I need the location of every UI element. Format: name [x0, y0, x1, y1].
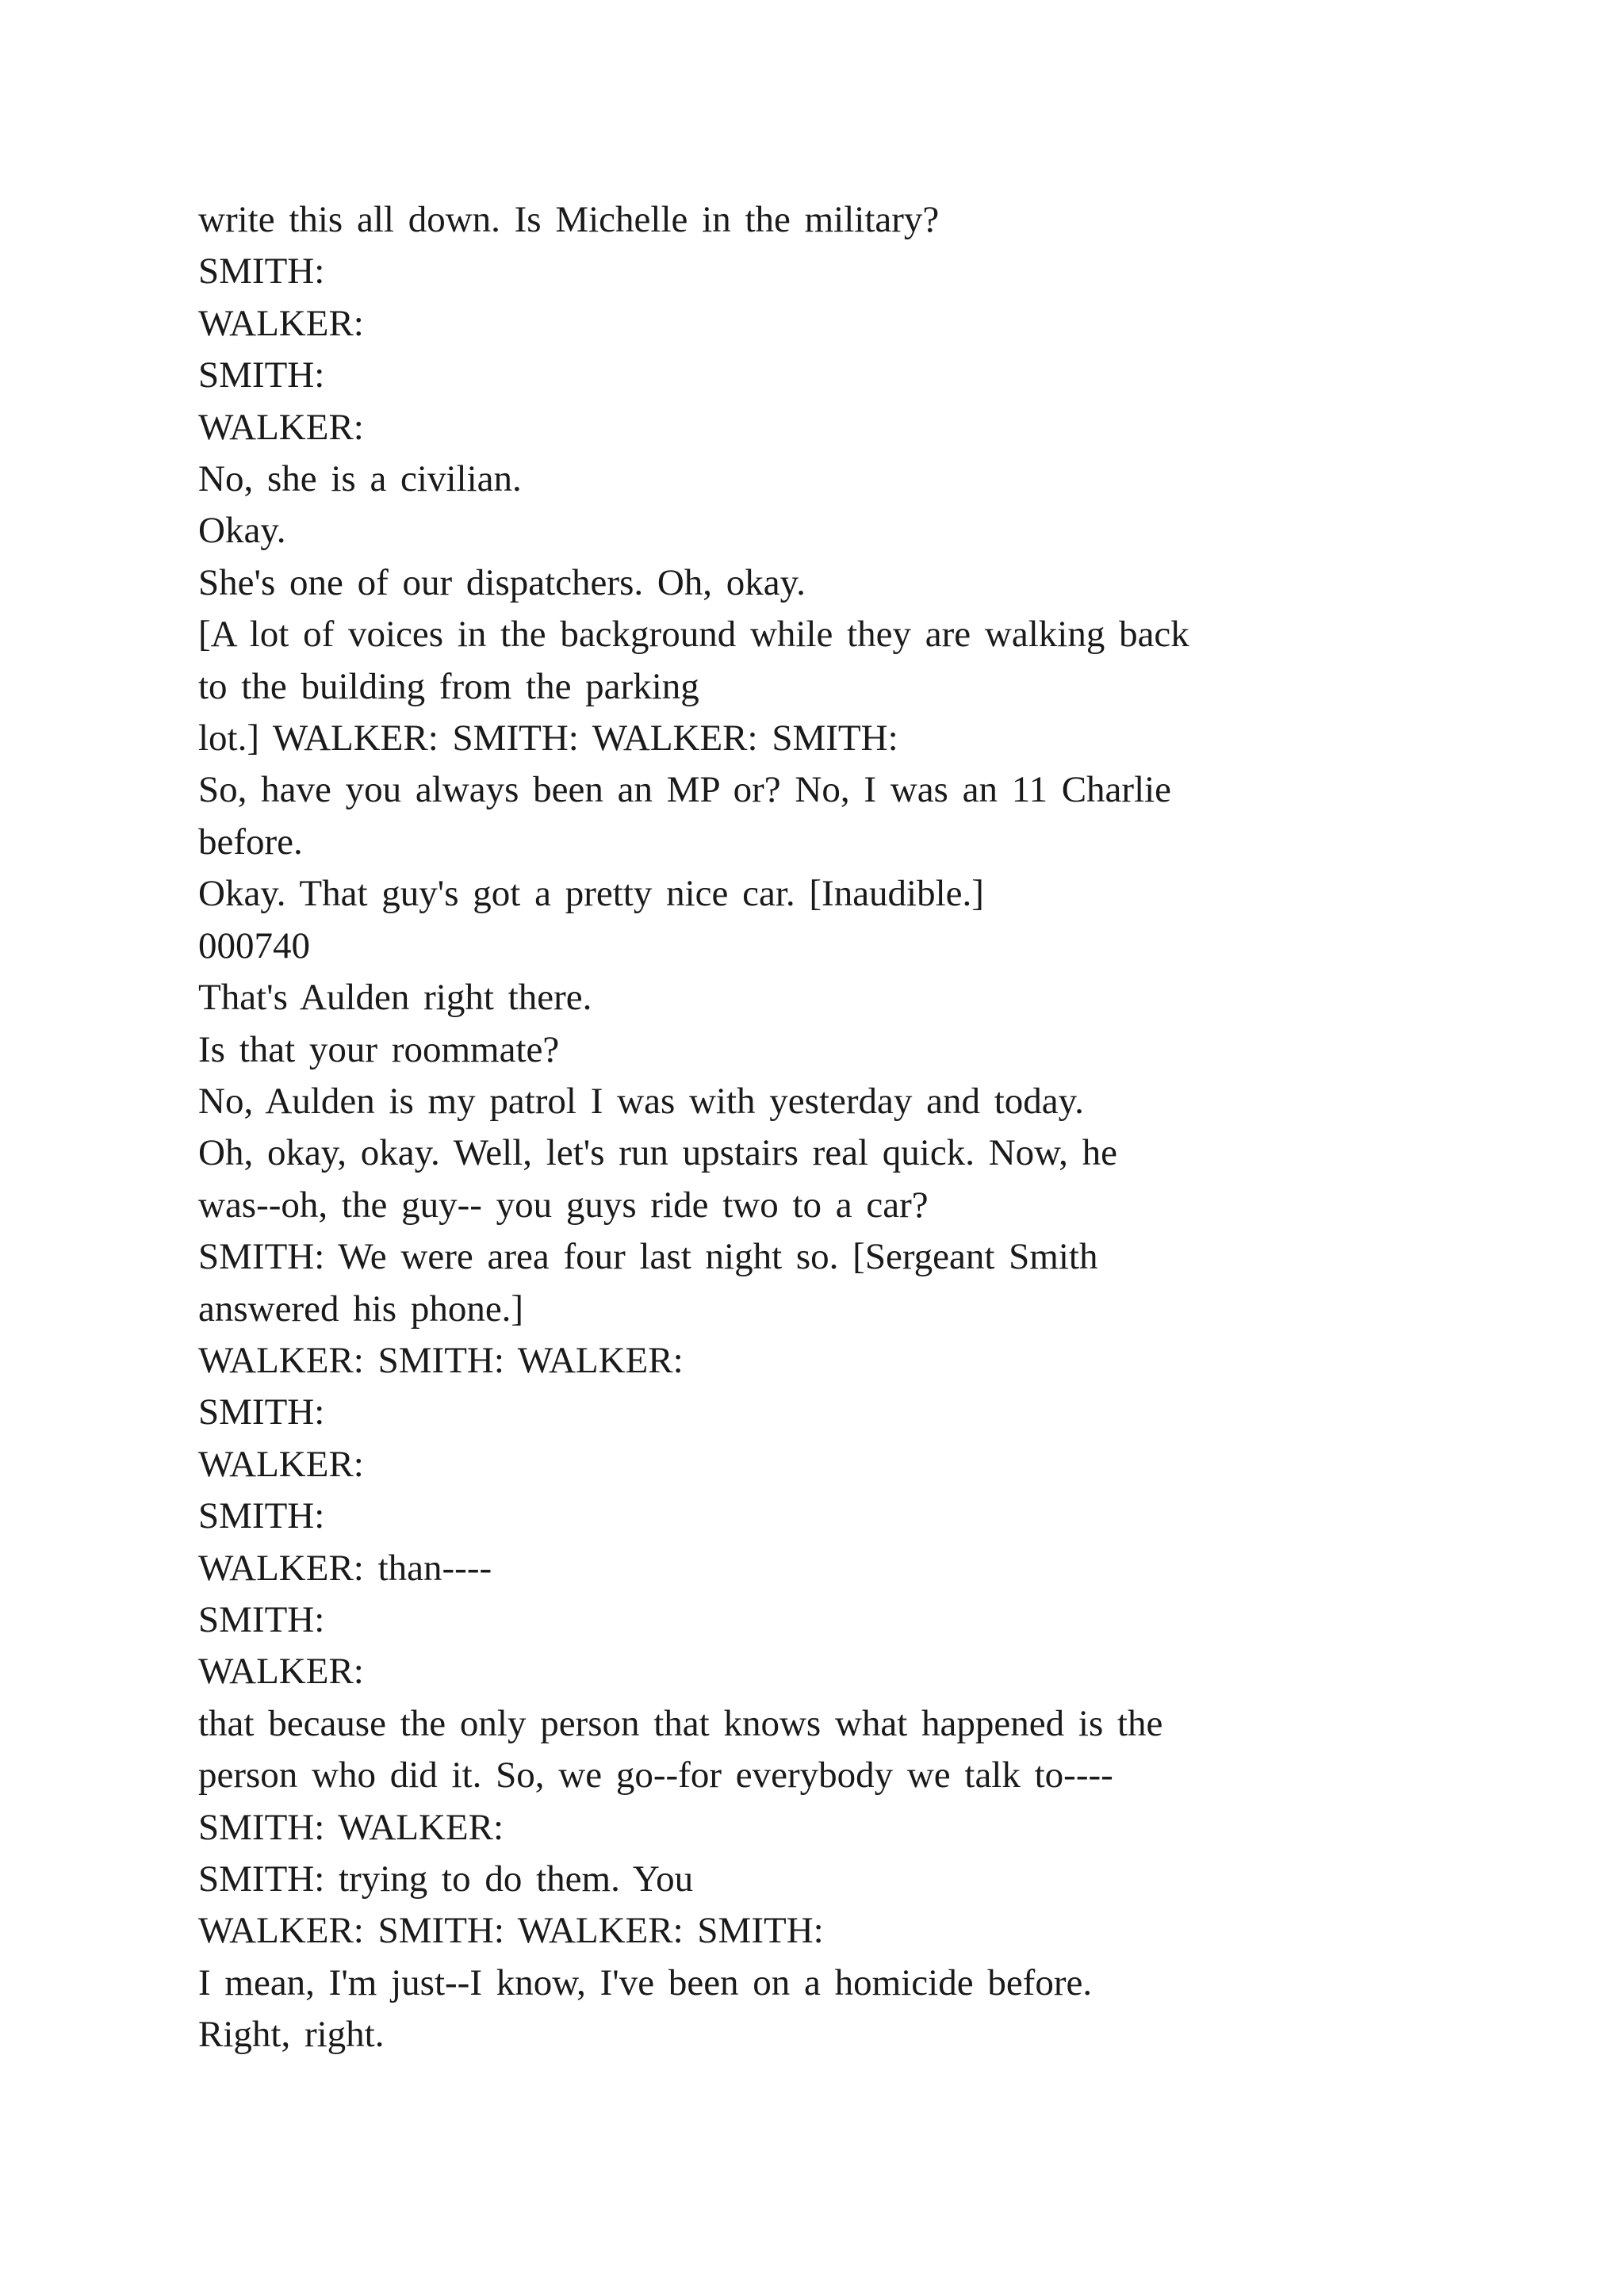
transcript-line: SMITH: WALKER:: [198, 1806, 504, 1848]
transcript-line: WALKER: SMITH: WALKER:: [198, 1339, 684, 1381]
speaker-label: SMITH:: [198, 251, 325, 293]
transcript-line: answered his phone.]: [198, 1288, 524, 1330]
transcript-line: Right, right.: [198, 2014, 385, 2056]
transcript-line: [A lot of voices in the background while they are walking back: [198, 614, 1189, 656]
transcript-line: before.: [198, 821, 303, 863]
transcript-line: I mean, I'm just--I know, I've been on a homicide before.: [198, 1961, 1093, 2003]
transcript-line: write this all down. Is Michelle in the military?: [198, 199, 940, 240]
transcript-line: Is that your roommate?: [198, 1028, 560, 1070]
transcript-line: that because the only person that knows what happened is the: [198, 1702, 1163, 1744]
speaker-label: SMITH:: [198, 1495, 325, 1537]
transcript-line: Oh, okay, okay. Well, let's run upstairs real quick. Now, he: [198, 1132, 1117, 1174]
transcript-line: WALKER: than----: [198, 1547, 492, 1589]
transcript-line: WALKER: SMITH: WALKER: SMITH:: [198, 1910, 824, 1952]
transcript-line: SMITH: We were area four last night so. [Sergeant Smith: [198, 1236, 1098, 1278]
speaker-label: WALKER:: [198, 1651, 364, 1693]
speaker-label: SMITH:: [198, 1391, 325, 1433]
transcript-line: Okay. That guy's got a pretty nice car. [Inaudible.]: [198, 873, 984, 915]
transcript-line: So, have you always been an MP or? No, I was an 11 Charlie: [198, 769, 1172, 811]
transcript-line: No, Aulden is my patrol I was with yesterday and today.: [198, 1080, 1084, 1122]
bates-number: 000740: [198, 924, 310, 966]
transcript-text: [198, 194, 1435, 2061]
transcript-line: to the building from the parking: [198, 665, 699, 707]
transcript-line: No, she is a civilian.: [198, 458, 522, 500]
speaker-label: WALKER:: [198, 1443, 364, 1485]
transcript-line: was--oh, the guy-- you guys ride two to a car?: [198, 1184, 929, 1226]
speaker-label: WALKER:: [198, 406, 364, 448]
transcript-line: She's one of our dispatchers. Oh, okay.: [198, 561, 806, 603]
transcript-line: lot.] WALKER: SMITH: WALKER: SMITH:: [198, 718, 898, 760]
speaker-label: SMITH:: [198, 1598, 325, 1640]
transcript-line: That's Aulden right there.: [198, 977, 592, 1019]
transcript-line: Okay.: [198, 510, 286, 552]
speaker-label: WALKER:: [198, 302, 364, 344]
transcript-line: SMITH: trying to do them. You: [198, 1858, 694, 1900]
speaker-label: SMITH:: [198, 354, 325, 396]
transcript-line: person who did it. So, we go--for everybody we talk to----: [198, 1755, 1113, 1797]
